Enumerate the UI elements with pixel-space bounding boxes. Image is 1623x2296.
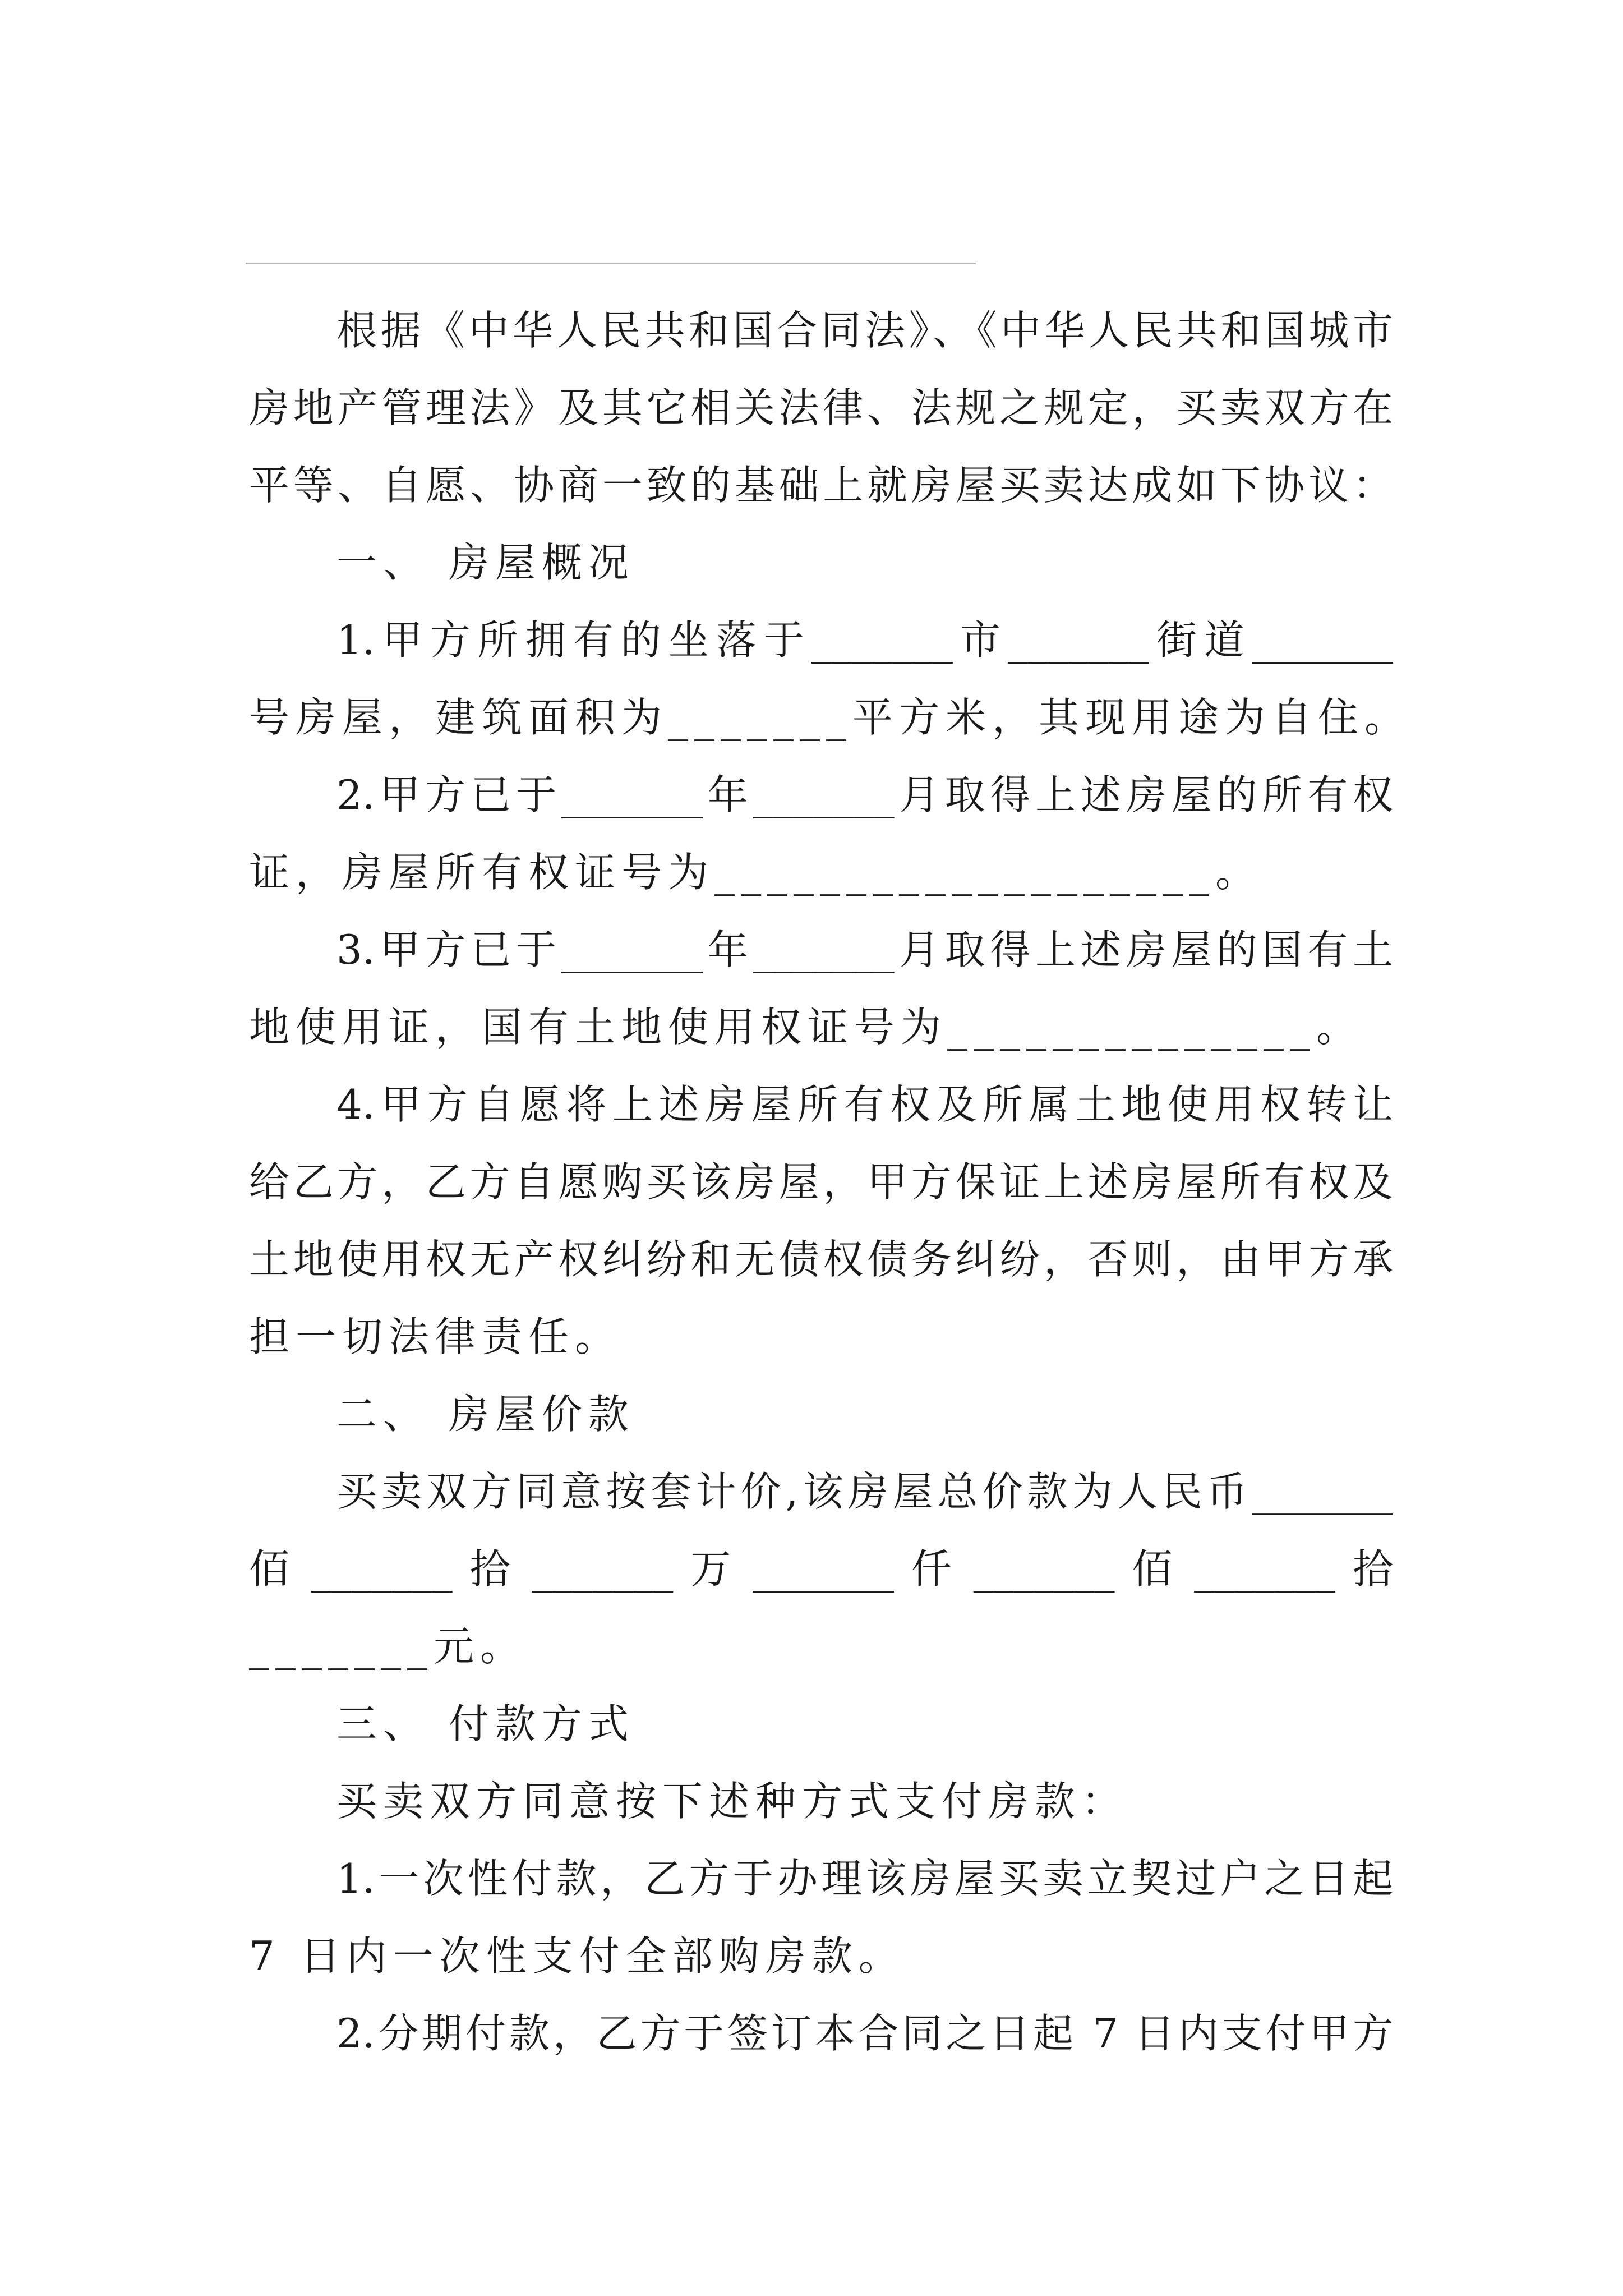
text-line: 土地使用权无产权纠纷和无债权债务纠纷，否则，由甲方承: [249, 1236, 1393, 1283]
text-line: 证，房屋所有权证号为___________________。: [249, 849, 1262, 896]
text-line: 买卖双方同意按套计价,该房屋总价款为人民币_______: [336, 1468, 1393, 1515]
text-line: 买卖双方同意按下述种方式支付房款：: [336, 1778, 1128, 1825]
text-line: 房地产管理法》及其它相关法律、法规之规定，买卖双方在: [249, 384, 1393, 431]
text-line: 1.甲方所拥有的坐落于_______市_______街道_______: [336, 616, 1393, 664]
text-line: 给乙方，乙方自愿购买该房屋，甲方保证上述房屋所有权及: [249, 1158, 1393, 1205]
contract-body: [249, 292, 1412, 2072]
text-line: 三、 付款方式: [336, 1700, 635, 1747]
text-line: 2.甲方已于_______年_______月取得上述房屋的所有权: [336, 771, 1393, 818]
text-line: 地使用证，国有土地使用权证号为______________。: [249, 1004, 1363, 1051]
text-line: 7 日内一次性支付全部购房款。: [249, 1932, 905, 1980]
text-line: 号房屋，建筑面积为_______平方米，其现用途为自住。: [249, 694, 1412, 741]
text-line: 二、 房屋价款: [336, 1391, 635, 1438]
text-line: 2.分期付款，乙方于签订本合同之日起 7 日内支付甲方: [336, 2010, 1393, 2057]
text-line: 平等、自愿、协商一致的基础上就房屋买卖达成如下协议：: [249, 462, 1393, 509]
text-line: 3.甲方已于_______年_______月取得上述房屋的国有土: [336, 926, 1393, 973]
header-divider: [246, 263, 976, 264]
text-line: 1.一次性付款，乙方于办理该房屋买卖立契过户之日起: [336, 1855, 1393, 1902]
text-line: 4.甲方自愿将上述房屋所有权及所属土地使用权转让: [336, 1081, 1393, 1128]
text-line: 担一切法律责任。: [249, 1313, 622, 1360]
text-line: 根据《中华人民共和国合同法》、《中华人民共和国城市: [336, 307, 1393, 354]
text-line: 佰 _______ 拾 _______ 万 _______ 仟 _______ 佰 _______ 拾: [249, 1545, 1393, 1593]
text-line: _______元。: [249, 1623, 527, 1670]
text-line: 一、 房屋概况: [336, 539, 635, 586]
